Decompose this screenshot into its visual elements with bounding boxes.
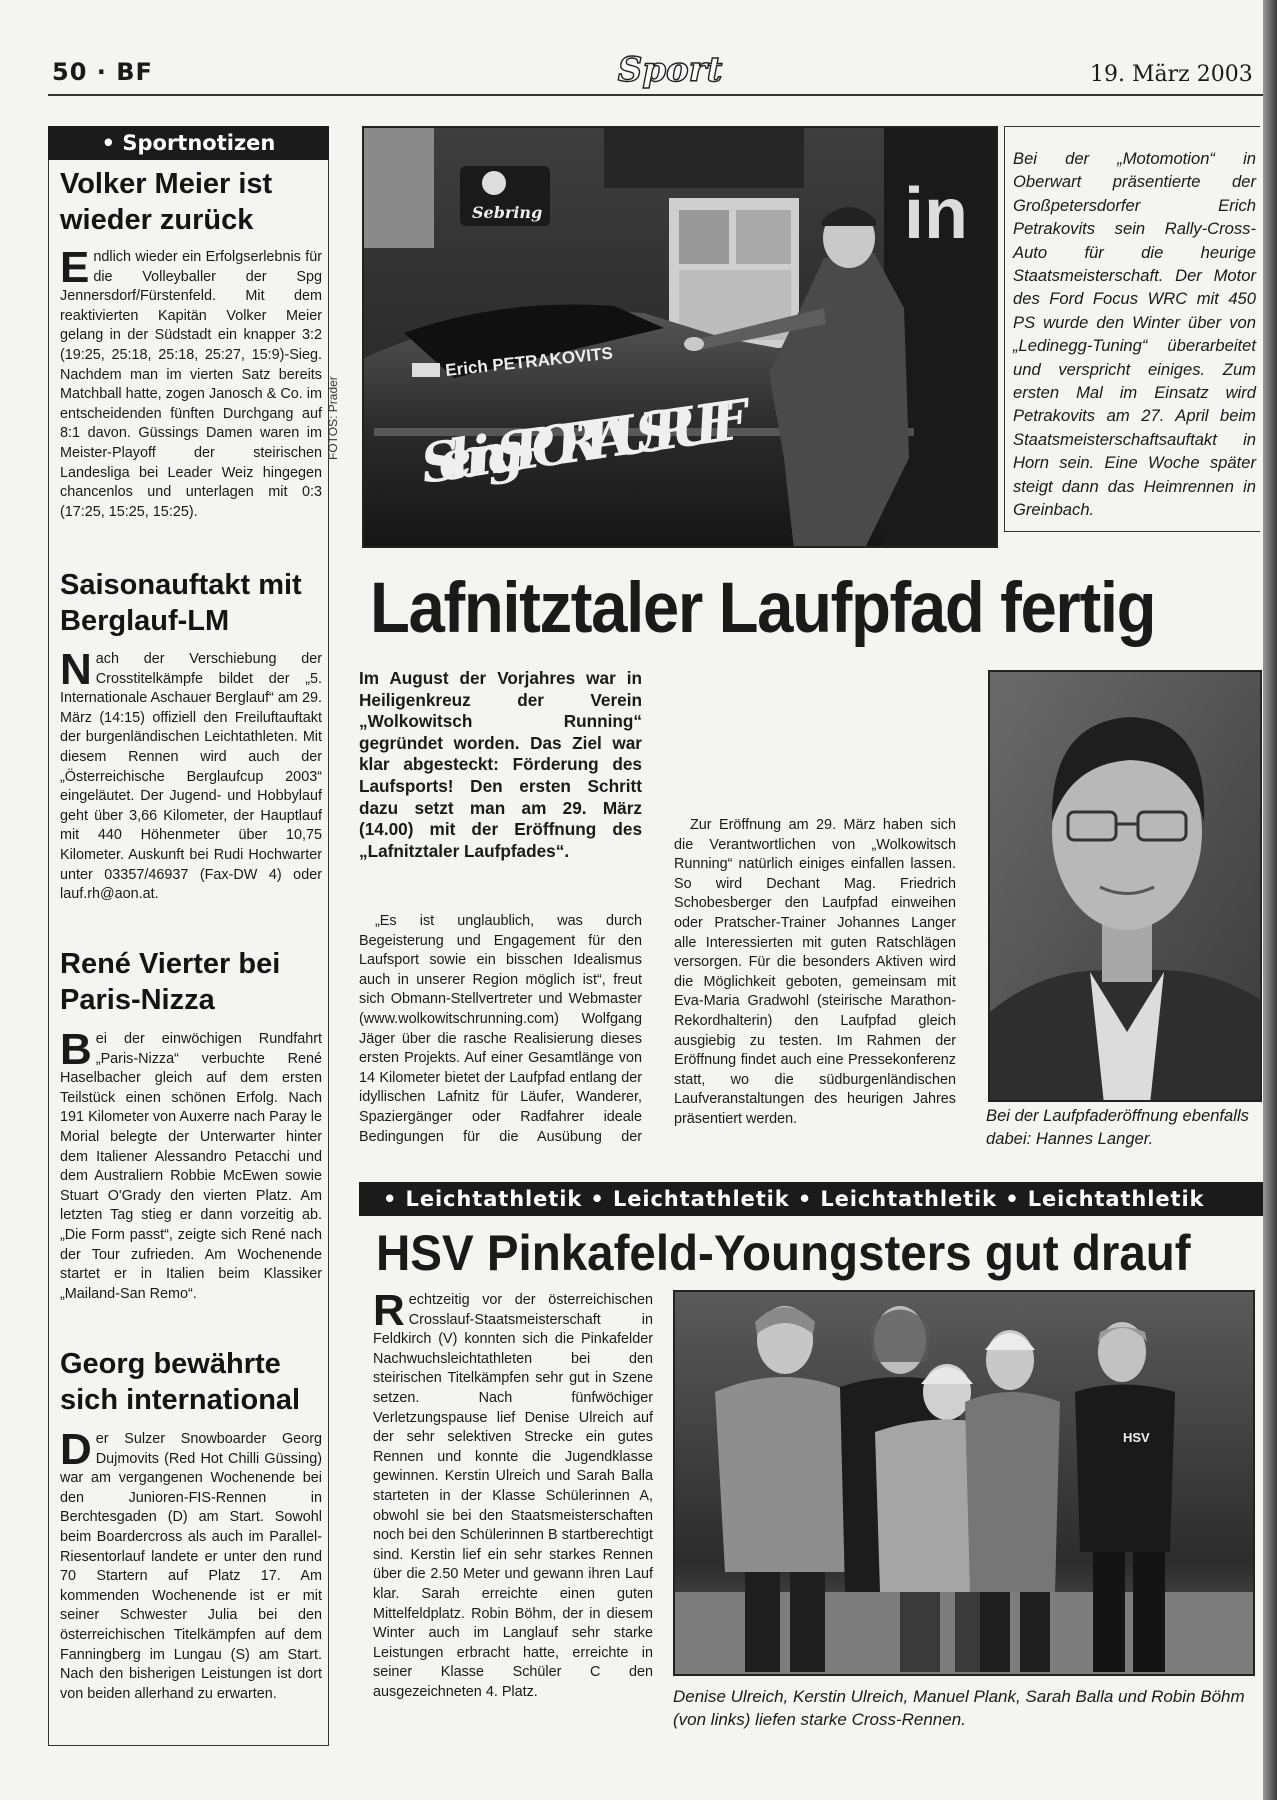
youngsters-photo <box>673 1290 1255 1676</box>
laufpfad-body-continued <box>674 668 956 1130</box>
sportnotizen-tab: • Sportnotizen <box>48 126 329 160</box>
page-fold-shadow <box>1263 0 1277 1800</box>
section-title: Sport <box>617 50 723 90</box>
headline-berglauf: Saisonauftakt mit Berglauf-LM <box>60 569 302 637</box>
photo-credit: FOTOS: Prader <box>326 376 340 460</box>
laufpfad-body-2: Zur Eröffnung am 29. März haben sich die Verantwortlichen von „Wolkowitsch Running“ natürlich einiges einfallen lassen. So wird Dechant Mag. Friedrich Schobesberger den Laufpfad einweihen oder Pratscher-Trainer Johannes Langer alle Interessierten mit guten Ratschlägen versorgen. Für die besonders Aktiven wird die Möglichkeit geboten, gemeinsam mit Eva-Maria Gradwohl (steirische Marathon-Rekordhalterin) den Laufpfad gleich ausgiebig zu testen. Im Rahmen der Eröffnung findet auch eine Pressekonferenz statt, wo die südburgenländischen Laufveranstaltungen des heurigen Jahres präsentiert werden. <box>674 817 956 1127</box>
youngsters-caption: Denise Ulreich, Kerstin Ulreich, Manuel Plank, Sarah Balla und Robin Böhm (von links) liefen starke Cross-Rennen. <box>673 1687 1245 1730</box>
headline-volker-meier: Volker Meier ist wieder zurück <box>60 168 273 236</box>
page-number: 50 · BF <box>52 58 153 86</box>
article-volker-meier: Endlich wieder ein Erfolgserlebnis für die Volleyballer der Spg Jennersdorf/Fürstenfeld. Mit dem reaktivierten Kapitän Volker Meier gelang in der Südstadt ein knapper 3:2 (19:25, 25:18, 25:18, 25:27, 15:9)-Sieg. Nachdem man im vierten Satz bereits Matchball hatte, zogen Janosch & Co. im entscheidenden fünften Durchgang auf 8:1 davon. Güssings Damen waren im Meister-Playoff der steirischen Landesliga bei Leader Weiz hingegen chancenlos und unterlagen mit 0:3 (17:25, 15:25, 15:25). <box>60 243 322 520</box>
sebring-car-logo: Sebring SPORTAUSPUFF <box>416 386 753 496</box>
group-photo-illustration <box>675 1292 1255 1676</box>
headline-rene-vierter: René Vierter bei Paris-Nizza <box>60 948 281 1016</box>
laufpfad-lead: Im August der Vorjahres war in Heiligenkreuz der Verein „Wolkowitsch Running“ gegründet worden. Das Ziel war klar abgesteckt: Förderung des Laufsports! Den ersten Schritt dazu setzt man am 29. März (14.00) mit der Eröffnung des „Lafnitztaler Laufpfades“. <box>359 668 642 861</box>
rally-car-photo <box>362 126 998 548</box>
laufpfad-body-1: „Es ist unglaublich, was durch Begeisterung und Engagement für den Laufsport sowie ein bisschen Idealismus auch in unserer Region möglich ist“, freut sich Obmann-Stellvertreter und Webmaster (www.wolkowitschrunning.com) Wolfgang Jäger über die rasche Realisierung dieses ersten Projekts. Auf einer Gesamtlänge von 14 Kilometer bietet der Laufpfad entlang der idyllischen Lafnitz für Läufer, Wanderer, Spaziergänger oder Radfahrer ideale Bedingungen für die Ausübung der <box>359 913 642 1145</box>
article-rene-vierter: Bei der einwöchigen Rundfahrt „Paris-Nizza“ verbuchte René Haselbacher gleich auf dem ersten Teilstück einen schönen Erfolg. Nach 191 Kilometer von Auxerre nach Paray le Morial belegte der Unterwarter hinter dem Italiener Alessandro Petacchi und dem Australiern Robbie McEwen sowie Stuart O'Grady den vierten Platz. Am letzten Tag stieg er dann vorzeitig ab. „Die Form passt“, zeigte sich René nach der Tour zufrieden. Am Wochenende startet er in Italien beim Klassiker „Mailand-San Remo“. <box>60 1025 322 1302</box>
rally-car-caption: Bei der „Motomotion“ in Oberwart präsentierte der Großpetersdorfer Erich Petrakovits sein Rally-Cross-Auto für die heurige Staatsmeisterschaft. Der Motor des Ford Focus WRC mit 450 PS wurde den Winter über von „Ledinegg-Tuning“ überarbeitet und verspricht einiges. Zum ersten Mal im Einsatz wird Petrakovits am 27. April beim Staatsmeisterschaftsauftakt in Horn sein. Eine Woche später steigt dann das Heimrennen in Greinbach. <box>1004 126 1260 532</box>
hsv-article: Rechtzeitig vor der österreichischen Crosslauf-Staatsmeisterschaft in Feldkirch (V) konnten sich die Pinkafelder Nachwuchsleichtathleten bei den steirischen Titelkämpfen sehr gut in Szene setzen. Nach fünfwöchiger Verletzungspause lief Denise Ulreich auf der sehr selektiven Strecke ein gutes Rennen und konnte die Jugendklasse gewinnen. Kerstin Ulreich und Sarah Balla starteten in der Klasse Schülerinnen A, obwohl sie bei den Staatsmeisterschaften noch bei den Schülerinnen B startberechtigt sind. Kerstin lief ein sehr starkes Rennen über die 2.50 Meter und gewann ihren Lauf klar. Sarah erreichte einen guten Mittelfeldplatz. Robin Böhm, der in diesem Winter auch im Langlauf sehr starke Leistungen erbracht hatte, erreichte in seiner Klasse Schüler C den ausgezeichneten 4. Platz. <box>373 1286 653 1700</box>
hannes-langer-photo <box>988 670 1262 1102</box>
driver-name-sticker: Erich PETRAKOVITS <box>444 343 614 380</box>
rally-car-illustration <box>364 128 998 548</box>
article-berglauf: Nach der Verschiebung der Crosstitelkämpfe bildet der „5. Internationale Aschauer Berglauf“ am 29. März (14:15) offiziell den Freiluftauftakt der burgenländischen Leichtathleten. Mit diesem Rennen wird auch der „Österreichische Berglaufcup 2003“ eingeläutet. Der Jugend- und Hobbylauf geht über 3,66 Kilometer, der Hauptlauf mit 440 Höhenmeter über 10,75 Kilometer. Auskunft bei Rudi Hochwarter unter 03357/46937 (Fax-DW 4) oder lauf.rh@aon.at. <box>60 645 322 903</box>
issue-date: 19. März 2003 <box>1090 62 1253 87</box>
hsv-headline: HSV Pinkafeld-Youngsters gut drauf <box>376 1225 1191 1281</box>
article-georg: Der Sulzer Snowboarder Georg Dujmovits (Red Hot Chilli Güssing) war am vergangenen Wochenende bei den Junioren-FIS-Rennen in Berchtesgaden (D) am Start. Sowohl beim Boardercross als auch im Parallel-Riesentorlauf landete er unter den rund 70 Startern auf Platz 17. Am kommenden Wochenende ist er mit seiner Schwester Julia bei den österreichischen Titelkämpfen auf dem Fanningberg im Lungau (S) am Start. Nach den bisherigen Leistungen ist dort von beiden allerhand zu erwarten. <box>60 1425 322 1702</box>
sebring-sign-text: Sebring <box>472 203 543 222</box>
svg-text:in: in <box>904 174 968 254</box>
headline-georg: Georg bewährte sich international <box>60 1348 301 1416</box>
leichtathletik-banner: • Leichtathletik • Leichtathletik • Leichtathletik • Leichtathletik <box>359 1182 1263 1216</box>
header-rule <box>48 94 1263 96</box>
hannes-langer-caption: Bei der Laufpfaderöffnung ebenfalls dabei: Hannes Langer. <box>986 1106 1249 1149</box>
portrait-illustration <box>990 672 1262 1102</box>
laufpfad-headline: Lafnitztaler Laufpfad fertig <box>370 569 1156 648</box>
hsv-jersey-text: HSV <box>1123 1430 1150 1445</box>
